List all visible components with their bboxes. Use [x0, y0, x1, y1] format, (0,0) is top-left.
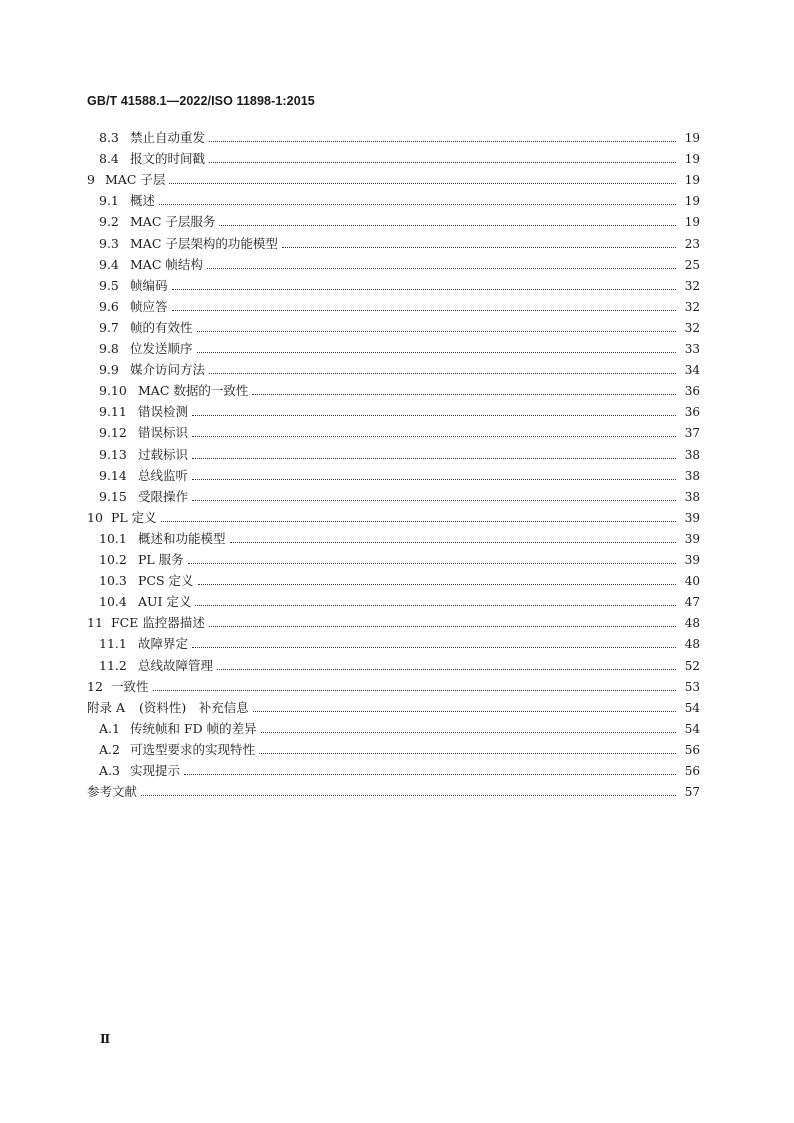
toc-entry-page: 25	[684, 257, 700, 272]
toc-entry[interactable]	[0, 489, 794, 505]
toc-entry-page: 19	[684, 152, 700, 167]
toc-entry-page: 32	[684, 320, 700, 335]
dot-leader	[195, 594, 676, 606]
toc-entry[interactable]	[0, 299, 794, 315]
toc-entry[interactable]	[0, 151, 794, 167]
toc-entry-number: 9.5	[99, 277, 119, 293]
toc-entry-title: 实现提示	[130, 763, 181, 778]
toc-entry-number: 9.8	[99, 341, 119, 356]
toc-entry[interactable]	[0, 468, 794, 484]
toc-entry-title: 报文的时间戳	[130, 151, 206, 167]
toc-entry-page: 36	[684, 384, 700, 399]
toc-entry[interactable]	[0, 721, 794, 737]
dot-leader	[192, 468, 676, 480]
toc-entry-page: 34	[684, 363, 700, 378]
toc-entry-page: 37	[684, 426, 700, 441]
toc-entry-number: 10.4	[99, 594, 127, 610]
toc-entry-page: 40	[684, 574, 700, 589]
toc-entry-number: 10	[87, 509, 103, 525]
toc-entry-number: A.1	[99, 720, 120, 736]
dot-leader	[197, 341, 676, 353]
toc-entry-number: 9.14	[99, 467, 127, 483]
toc-entry[interactable]	[0, 278, 794, 294]
toc-entry-title: 媒介访问方法	[130, 362, 206, 378]
toc-entry[interactable]	[0, 742, 794, 758]
toc-entry-page: 23	[684, 236, 700, 251]
toc-entry-page: 36	[684, 405, 700, 420]
toc-entry-title: (资料性) 补充信息	[139, 699, 249, 715]
dot-leader	[261, 721, 676, 733]
dot-leader	[159, 193, 676, 205]
toc-entry-page: 54	[684, 721, 700, 736]
toc-entry[interactable]	[0, 447, 794, 463]
toc-entry-page: 57	[684, 785, 700, 800]
toc-entry-page: 19	[684, 194, 700, 209]
toc-entry-title: PL 服务	[138, 552, 184, 567]
dot-leader	[209, 151, 676, 163]
toc-entry-title: 帧应答	[130, 298, 168, 314]
toc-entry-title: 传统帧和 FD 帧的差异	[130, 720, 257, 736]
toc-entry[interactable]	[0, 510, 794, 526]
toc-entry-title: 帧编码	[130, 277, 168, 293]
toc-entry[interactable]	[0, 552, 794, 568]
dot-leader	[230, 531, 676, 543]
toc-entry-page: 19	[684, 131, 700, 145]
toc-entry-title: 帧的有效性	[130, 319, 193, 335]
toc-entry-page: 39	[684, 531, 700, 546]
toc-entry-page: 56	[684, 742, 700, 757]
toc-entry-number: 10.3	[99, 573, 127, 589]
toc-entry-number: 9.1	[99, 193, 119, 209]
toc-entry-title: PCS 定义	[138, 573, 194, 589]
dot-leader	[192, 425, 676, 437]
toc-entry[interactable]	[0, 763, 794, 779]
toc-entry[interactable]	[0, 193, 794, 209]
toc-entry[interactable]	[0, 573, 794, 589]
toc-entry-title: 总线故障管理	[138, 657, 214, 673]
toc-entry[interactable]	[0, 531, 794, 547]
toc-entry-page: 38	[684, 447, 700, 462]
toc-entry-page: 38	[684, 489, 700, 504]
dot-leader	[197, 320, 676, 332]
toc-entry[interactable]	[0, 700, 794, 716]
dot-leader	[141, 784, 676, 796]
toc-entry[interactable]	[0, 130, 794, 146]
toc-entry-number: 9.12	[99, 425, 127, 441]
dot-leader	[172, 278, 676, 290]
toc-entry-title: MAC 子层服务	[130, 214, 216, 230]
toc-entry-number: 11.2	[99, 657, 127, 673]
toc-entry-title: 位发送顺序	[130, 341, 193, 356]
toc-entry-page: 19	[684, 173, 700, 188]
dot-leader	[153, 679, 676, 691]
toc-entry[interactable]	[0, 636, 794, 652]
dot-leader	[161, 510, 676, 522]
toc-entry-number: 9.3	[99, 235, 119, 251]
toc-entry-page: 32	[684, 278, 700, 293]
toc-entry-page: 39	[684, 510, 700, 525]
toc-entry-number: 11.1	[99, 636, 127, 652]
standard-code-header: GB/T 41588.1—2022/ISO 11898-1:2015	[87, 94, 315, 108]
toc-entry-number: 9.2	[99, 214, 119, 230]
toc-entry-number: 11	[87, 615, 103, 631]
toc-entry[interactable]	[0, 594, 794, 610]
toc-entry[interactable]	[0, 679, 794, 695]
dot-leader	[184, 763, 676, 775]
dot-leader	[253, 700, 676, 712]
dot-leader	[198, 573, 676, 585]
toc-entry-page: 32	[684, 299, 700, 314]
toc-entry-number: 10.1	[99, 530, 127, 546]
toc-entry-title: 概述	[130, 193, 156, 209]
toc-entry-number: 9.10	[99, 383, 127, 399]
dot-leader	[172, 299, 676, 311]
toc-entry-number: 12	[87, 678, 103, 694]
toc-entry-title: MAC 子层架构的功能模型	[130, 235, 278, 251]
toc-entry[interactable]	[0, 362, 794, 378]
toc-entry-number: A.2	[99, 741, 120, 757]
toc-entry[interactable]	[0, 425, 794, 441]
toc-entry-title: 故障界定	[138, 636, 189, 652]
toc-entry-title: 参考文献	[87, 784, 138, 800]
toc-entry-title: MAC 数据的一致性	[138, 383, 249, 399]
toc-entry-page: 19	[684, 215, 700, 230]
toc-entry-page: 53	[684, 679, 700, 694]
toc-entry[interactable]	[0, 404, 794, 420]
toc-entry[interactable]	[0, 257, 794, 273]
toc-entry-number: 9	[87, 172, 95, 188]
toc-entry-title: MAC 帧结构	[130, 256, 203, 272]
toc-entry-page: 52	[684, 658, 700, 673]
toc-entry-title: 受限操作	[138, 488, 189, 504]
toc-entry[interactable]	[0, 172, 794, 188]
toc-entry[interactable]	[0, 236, 794, 252]
toc-entry-title: 一致性	[111, 678, 149, 694]
toc-entry[interactable]	[0, 341, 794, 357]
toc-entry[interactable]	[0, 658, 794, 674]
toc-entry-number: A.3	[99, 763, 120, 778]
toc-entry-page: 39	[684, 553, 700, 567]
toc-entry-title: 过载标识	[138, 446, 189, 462]
toc-entry-title: AUI 定义	[138, 594, 192, 610]
toc-entry-page: 33	[684, 342, 700, 356]
toc-entry-title: FCE 监控器描述	[111, 615, 205, 631]
toc-entry[interactable]	[0, 214, 794, 230]
dot-leader	[217, 658, 676, 670]
dot-leader	[209, 130, 676, 142]
toc-entry[interactable]	[0, 784, 794, 800]
toc-entry-page: 48	[684, 616, 700, 631]
toc-entry-title: 错误检测	[138, 404, 189, 420]
toc-entry-page: 54	[684, 700, 700, 715]
toc-entry-title: PL 定义	[111, 509, 157, 525]
toc-entry-number: 9.4	[99, 256, 119, 272]
page-number-footer: Ⅱ	[100, 1032, 111, 1046]
toc-entry-number: 9.7	[99, 319, 119, 335]
dot-leader	[252, 383, 676, 395]
toc-entry[interactable]	[0, 383, 794, 399]
toc-entry[interactable]	[0, 320, 794, 336]
toc-entry-number: 附录 A	[87, 699, 126, 715]
toc-entry-number: 10.2	[99, 552, 127, 567]
toc-entry-title: 错误标识	[138, 425, 189, 441]
toc-entry-number: 9.15	[99, 488, 127, 504]
toc-entry-title: MAC 子层	[105, 172, 166, 188]
dot-leader	[207, 257, 676, 269]
dot-leader	[192, 447, 676, 459]
dot-leader	[209, 615, 676, 627]
dot-leader	[259, 742, 676, 754]
toc-entry-number: 9.11	[99, 404, 127, 420]
toc-entry-number: 8.4	[99, 151, 119, 167]
toc-entry-page: 48	[684, 637, 700, 652]
toc-entry-number: 9.6	[99, 298, 119, 314]
dot-leader	[192, 489, 676, 501]
toc-entry-number: 9.13	[99, 446, 127, 462]
toc-entry-title: 概述和功能模型	[138, 530, 226, 546]
dot-leader	[219, 214, 676, 226]
toc-entry-title: 禁止自动重发	[130, 130, 206, 145]
dot-leader	[192, 636, 676, 648]
dot-leader	[209, 362, 676, 374]
toc-entry-page: 38	[684, 468, 700, 483]
toc-entry-title: 总线监听	[138, 467, 189, 483]
toc-entry-page: 56	[684, 764, 700, 778]
toc-entry-page: 47	[684, 595, 700, 610]
toc-entry-title: 可选型要求的实现特性	[130, 741, 256, 757]
toc-entry-number: 9.9	[99, 362, 119, 378]
dot-leader	[188, 552, 676, 564]
dot-leader	[169, 172, 676, 184]
dot-leader	[192, 404, 676, 416]
toc-entry-number: 8.3	[99, 130, 119, 145]
dot-leader	[282, 236, 676, 248]
toc-entry[interactable]	[0, 615, 794, 631]
